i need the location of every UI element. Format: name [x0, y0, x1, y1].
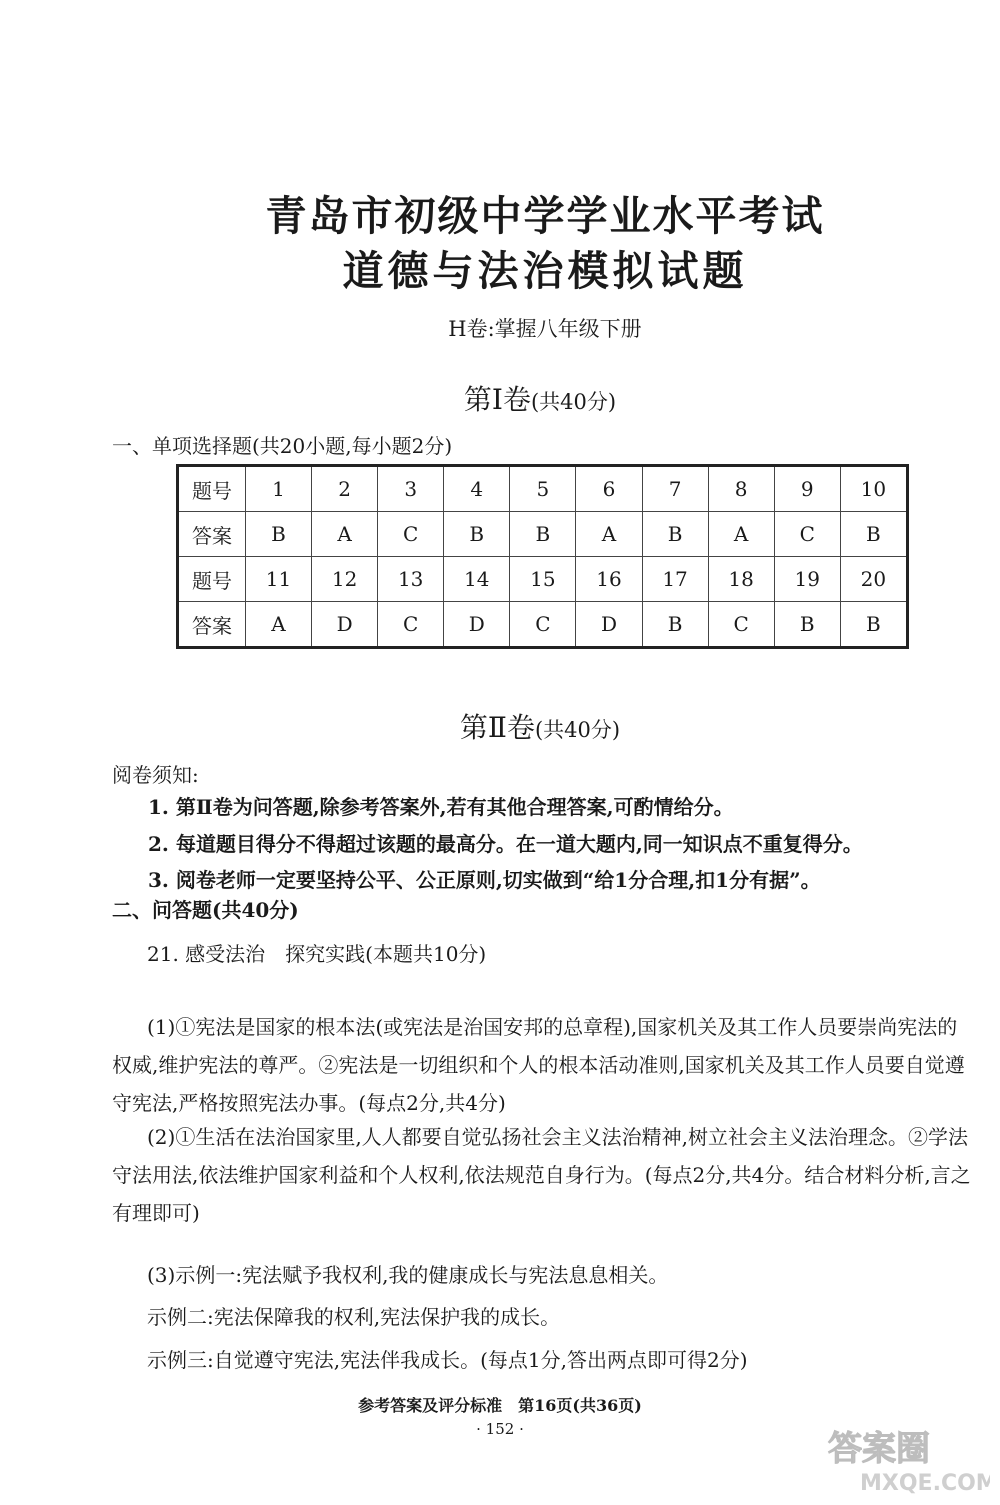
question-number-cell: 17: [642, 557, 708, 602]
answer-cell: D: [576, 602, 642, 648]
answer-cell: B: [642, 512, 708, 557]
answer-21-3-example3: 示例三:自觉遵守宪法,宪法伴我成长。(每点1分,答出两点即可得2分): [147, 1348, 748, 1372]
part1-score: (共40分): [530, 390, 617, 414]
row-label: 答案: [178, 512, 246, 557]
footer-page-number: · 152 ·: [476, 1420, 524, 1438]
question-number-cell: 13: [378, 557, 444, 602]
answer-table: [176, 464, 909, 649]
answer-cell: C: [510, 602, 576, 648]
answer-cell: D: [312, 602, 378, 648]
answer-cell: A: [245, 602, 311, 648]
document-title-line1: 青岛市初级中学学业水平考试: [265, 192, 825, 240]
table-row: [178, 557, 908, 602]
part2-title-text: 第Ⅱ卷: [459, 711, 535, 744]
answer-21-2: (2)①生活在法治国家里,人人都要自觉弘扬社会主义法治精神,树立社会主义法治理念。②学法守法用法,依法维护国家利益和个人权利,依法规范自身行为。(每点2分,共4分。结合材料分析,言之有理即可): [112, 1125, 971, 1225]
row-label: 题号: [178, 466, 246, 512]
question-number-cell: 7: [642, 466, 708, 512]
answer-cell: B: [444, 512, 510, 557]
answer-21-1: (1)①宪法是国家的根本法(或宪法是治国安邦的总章程),国家机关及其工作人员要崇尚宪法的权威,维护宪法的尊严。②宪法是一切组织和个人的根本活动准则,国家机关及其工作人员要自觉遵守宪法,严格按照宪法办事。(每点2分,共4分): [112, 1015, 965, 1115]
question-number-cell: 6: [576, 466, 642, 512]
question-number-cell: 14: [444, 557, 510, 602]
answer-cell: D: [444, 602, 510, 648]
answer-cell: A: [312, 512, 378, 557]
notes-heading: 阅卷须知:: [112, 763, 199, 787]
answer-cell: C: [708, 602, 774, 648]
answer-cell: C: [378, 602, 444, 648]
svg-text:MXQE.COM: MXQE.COM: [860, 1471, 990, 1496]
question-number-cell: 12: [312, 557, 378, 602]
question-number-cell: 8: [708, 466, 774, 512]
question-number-cell: 5: [510, 466, 576, 512]
document-subtitle: H卷:掌握八年级下册: [448, 317, 642, 341]
question-number-cell: 1: [245, 466, 311, 512]
answer-cell: B: [774, 602, 840, 648]
question-number-cell: 4: [444, 466, 510, 512]
question-number-cell: 11: [245, 557, 311, 602]
question-21-title: 21. 感受法治 探究实践(本题共10分): [147, 942, 487, 966]
question-number-cell: 10: [840, 466, 907, 512]
document-title-line2: 道德与法治模拟试题: [342, 247, 748, 295]
answer-21-3-example1: (3)示例一:宪法赋予我权利,我的健康成长与宪法息息相关。: [147, 1263, 669, 1287]
question-number-cell: 3: [378, 466, 444, 512]
table-row: [178, 602, 908, 648]
question-number-cell: 19: [774, 557, 840, 602]
part2-title: [0, 706, 1000, 746]
note-item: 1. 第Ⅱ卷为问答题,除参考答案外,若有其他合理答案,可酌情给分。: [148, 795, 734, 819]
footer-page-info: 参考答案及评分标准 第16页(共36页): [358, 1396, 642, 1415]
answer-cell: C: [774, 512, 840, 557]
question-number-cell: 16: [576, 557, 642, 602]
question-number-cell: 9: [774, 466, 840, 512]
svg-text:答案圈: 答案圈: [828, 1429, 930, 1469]
table-row: [178, 466, 908, 512]
part1-title: [0, 378, 1000, 418]
answer-cell: B: [510, 512, 576, 557]
note-item: 2. 每道题目得分不得超过该题的最高分。在一道大题内,同一知识点不重复得分。: [148, 832, 863, 856]
part2-score: (共40分): [534, 718, 621, 742]
row-label: 答案: [178, 602, 246, 648]
table-row: [178, 512, 908, 557]
row-label: 题号: [178, 557, 246, 602]
section1-heading: 一、单项选择题(共20小题,每小题2分): [112, 434, 453, 458]
watermark-logo: [820, 1420, 990, 1500]
answer-21-3-example2: 示例二:宪法保障我的权利,宪法保护我的成长。: [147, 1305, 561, 1329]
note-item: 3. 阅卷老师一定要坚持公平、公正原则,切实做到“给1分合理,扣1分有据”。: [148, 868, 821, 892]
answer-cell: B: [245, 512, 311, 557]
question-number-cell: 2: [312, 466, 378, 512]
answer-cell: C: [378, 512, 444, 557]
answer-cell: B: [840, 602, 907, 648]
question-number-cell: 18: [708, 557, 774, 602]
question-number-cell: 15: [510, 557, 576, 602]
section2-heading: 二、问答题(共40分): [112, 898, 299, 922]
answer-cell: A: [708, 512, 774, 557]
question-number-cell: 20: [840, 557, 907, 602]
answer-cell: A: [576, 512, 642, 557]
answer-cell: B: [642, 602, 708, 648]
answer-cell: B: [840, 512, 907, 557]
part1-title-text: 第Ⅰ卷: [463, 383, 531, 416]
